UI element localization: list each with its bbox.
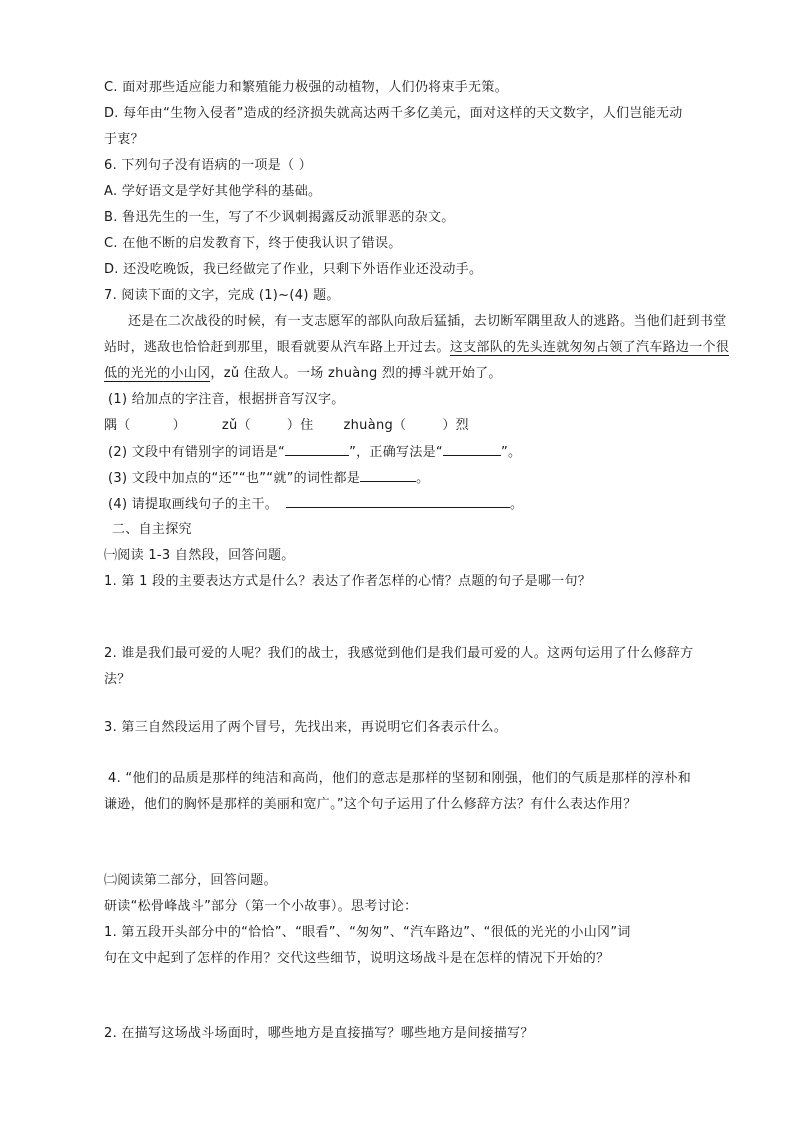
subquestion-3 bbox=[108, 469, 728, 488]
answer-blank-correct-word[interactable] bbox=[443, 443, 501, 456]
subquestion-4-end: 。 bbox=[510, 497, 524, 512]
subquestion-4 bbox=[108, 495, 728, 514]
question-6-option-d: D. 还没吃晚饭，我已经做完了作业，只剩下外语作业还没动手。 bbox=[104, 262, 483, 277]
passage-line-2-text: 站时，逃敌也恰恰赶到那里，眼看就要从汽车路上开过去。 bbox=[104, 340, 450, 355]
question-6-stem: 6. 下列句子没有语病的一项是（ ） bbox=[104, 158, 313, 173]
blank-close-zhuang: ）烈 bbox=[442, 418, 469, 433]
passage-line-3 bbox=[104, 365, 724, 383]
question-6-option-c: C. 在他不断的启发教育下，终于使我认识了错误。 bbox=[104, 236, 402, 251]
part-1-question-2: 2. 谁是我们最可爱的人呢？我们的战士，我感觉到他们是我们最可爱的人。这两句运用了什么修辞方 bbox=[104, 646, 694, 661]
part-2-question-1: 1. 第五段开头部分中的“恰恰”、“眼看”、“匆匆”、“汽车路边”、“很低的光光的小山冈”词 bbox=[104, 925, 631, 940]
option-d-line: D. 每年由“生物入侵者”造成的经济损失就高达两千多亿美元，面对这样的天文数字，人们岂能无动 bbox=[104, 106, 683, 121]
section-2-heading: 二、自主探究 bbox=[112, 522, 192, 537]
answer-blank-wrong-word[interactable] bbox=[285, 443, 349, 456]
underlined-sentence-part-1: 这支部队的先头连就匆匆占领了汽车路边一个很 bbox=[449, 340, 730, 355]
question-7-stem: 7. 阅读下面的文字，完成 (1)~(4) 题。 bbox=[104, 288, 340, 303]
answer-blank-word-class[interactable] bbox=[360, 469, 416, 482]
option-c-line: C. 面对那些适应能力和繁殖能力极强的动植物，人们仍将束手无策。 bbox=[104, 80, 508, 95]
subquestion-1-stem: (1) 给加点的字注音，根据拼音写汉字。 bbox=[108, 392, 345, 407]
part-1-heading: ㈠阅读 1-3 自然段，回答问题。 bbox=[104, 548, 295, 563]
part-1-question-1: 1. 第 1 段的主要表达方式是什么？表达了作者怎样的心情？点题的句子是哪一句？ bbox=[104, 574, 592, 589]
passage-line-3-text: ，zǔ 住敌人。一场 zhuàng 烈的搏斗就开始了。 bbox=[210, 366, 502, 381]
blank-label-zhuang: zhuàng（ bbox=[343, 418, 407, 433]
option-d-line-cont: 于衷？ bbox=[104, 132, 144, 147]
part-1-question-4: 4. “他们的品质是那样的纯洁和高尚，他们的意志是那样的坚韧和刚强，他们的气质是那样的淳朴和 bbox=[108, 771, 692, 786]
subquestion-2 bbox=[108, 443, 728, 462]
part-2-instruction: 研读“松骨峰战斗”部分（第一个小故事）。思考讨论： bbox=[104, 899, 418, 914]
part-2-question-1-cont: 句在文中起到了怎样的作用？交代这些细节，说明这场战斗是在怎样的情况下开始的？ bbox=[104, 951, 610, 966]
subquestion-2-text-c: ”。 bbox=[500, 445, 522, 460]
underlined-sentence-part-2: 低的光光的小山冈 bbox=[104, 366, 211, 381]
subquestion-3-end: 。 bbox=[416, 471, 430, 486]
passage-line-1: 还是在二次战役的时候，有一支志愿军的部队向敌后猛插，去切断军隅里敌人的逃路。当他们赶到书堂 bbox=[128, 314, 727, 329]
question-6-option-b: B. 鲁迅先生的一生，写了不少讽刺揭露反动派罪恶的杂文。 bbox=[104, 210, 455, 225]
blank-close-zu: ）住 bbox=[286, 418, 314, 433]
part-1-question-2-cont: 法？ bbox=[104, 672, 131, 687]
part-1-question-4-cont: 谦逊，他们的胸怀是那样的美丽和宽广。”这个句子运用了什么修辞方法？有什么表达作用？ bbox=[104, 797, 637, 812]
part-2-question-2: 2. 在描写这场战斗场面时，哪些地方是直接描写？哪些地方是间接描写？ bbox=[104, 1026, 534, 1041]
subquestion-4-text: (4) 请提取画线句子的主干。 bbox=[108, 497, 279, 512]
part-1-question-3: 3. 第三自然段运用了两个冒号，先找出来，再说明它们各表示什么。 bbox=[104, 720, 508, 735]
blank-label-yu: 隅（ bbox=[104, 418, 131, 433]
subquestion-1-blanks bbox=[104, 417, 724, 435]
subquestion-2-text-b: ”，正确写法是“ bbox=[349, 445, 443, 460]
blank-label-zu: zǔ（ bbox=[221, 418, 251, 433]
blank-close-yu: ） bbox=[172, 418, 186, 433]
passage-line-2 bbox=[104, 339, 730, 357]
subquestion-3-text: (3) 文段中加点的“还”“也”“就”的词性都是 bbox=[108, 471, 361, 486]
part-2-heading: ㈡阅读第二部分，回答问题。 bbox=[104, 873, 277, 888]
subquestion-2-text-a: (2) 文段中有错别字的词语是“ bbox=[108, 445, 286, 460]
answer-blank-sentence-trunk[interactable] bbox=[286, 495, 510, 508]
question-6-option-a: A. 学好语文是学好其他学科的基础。 bbox=[104, 184, 322, 199]
